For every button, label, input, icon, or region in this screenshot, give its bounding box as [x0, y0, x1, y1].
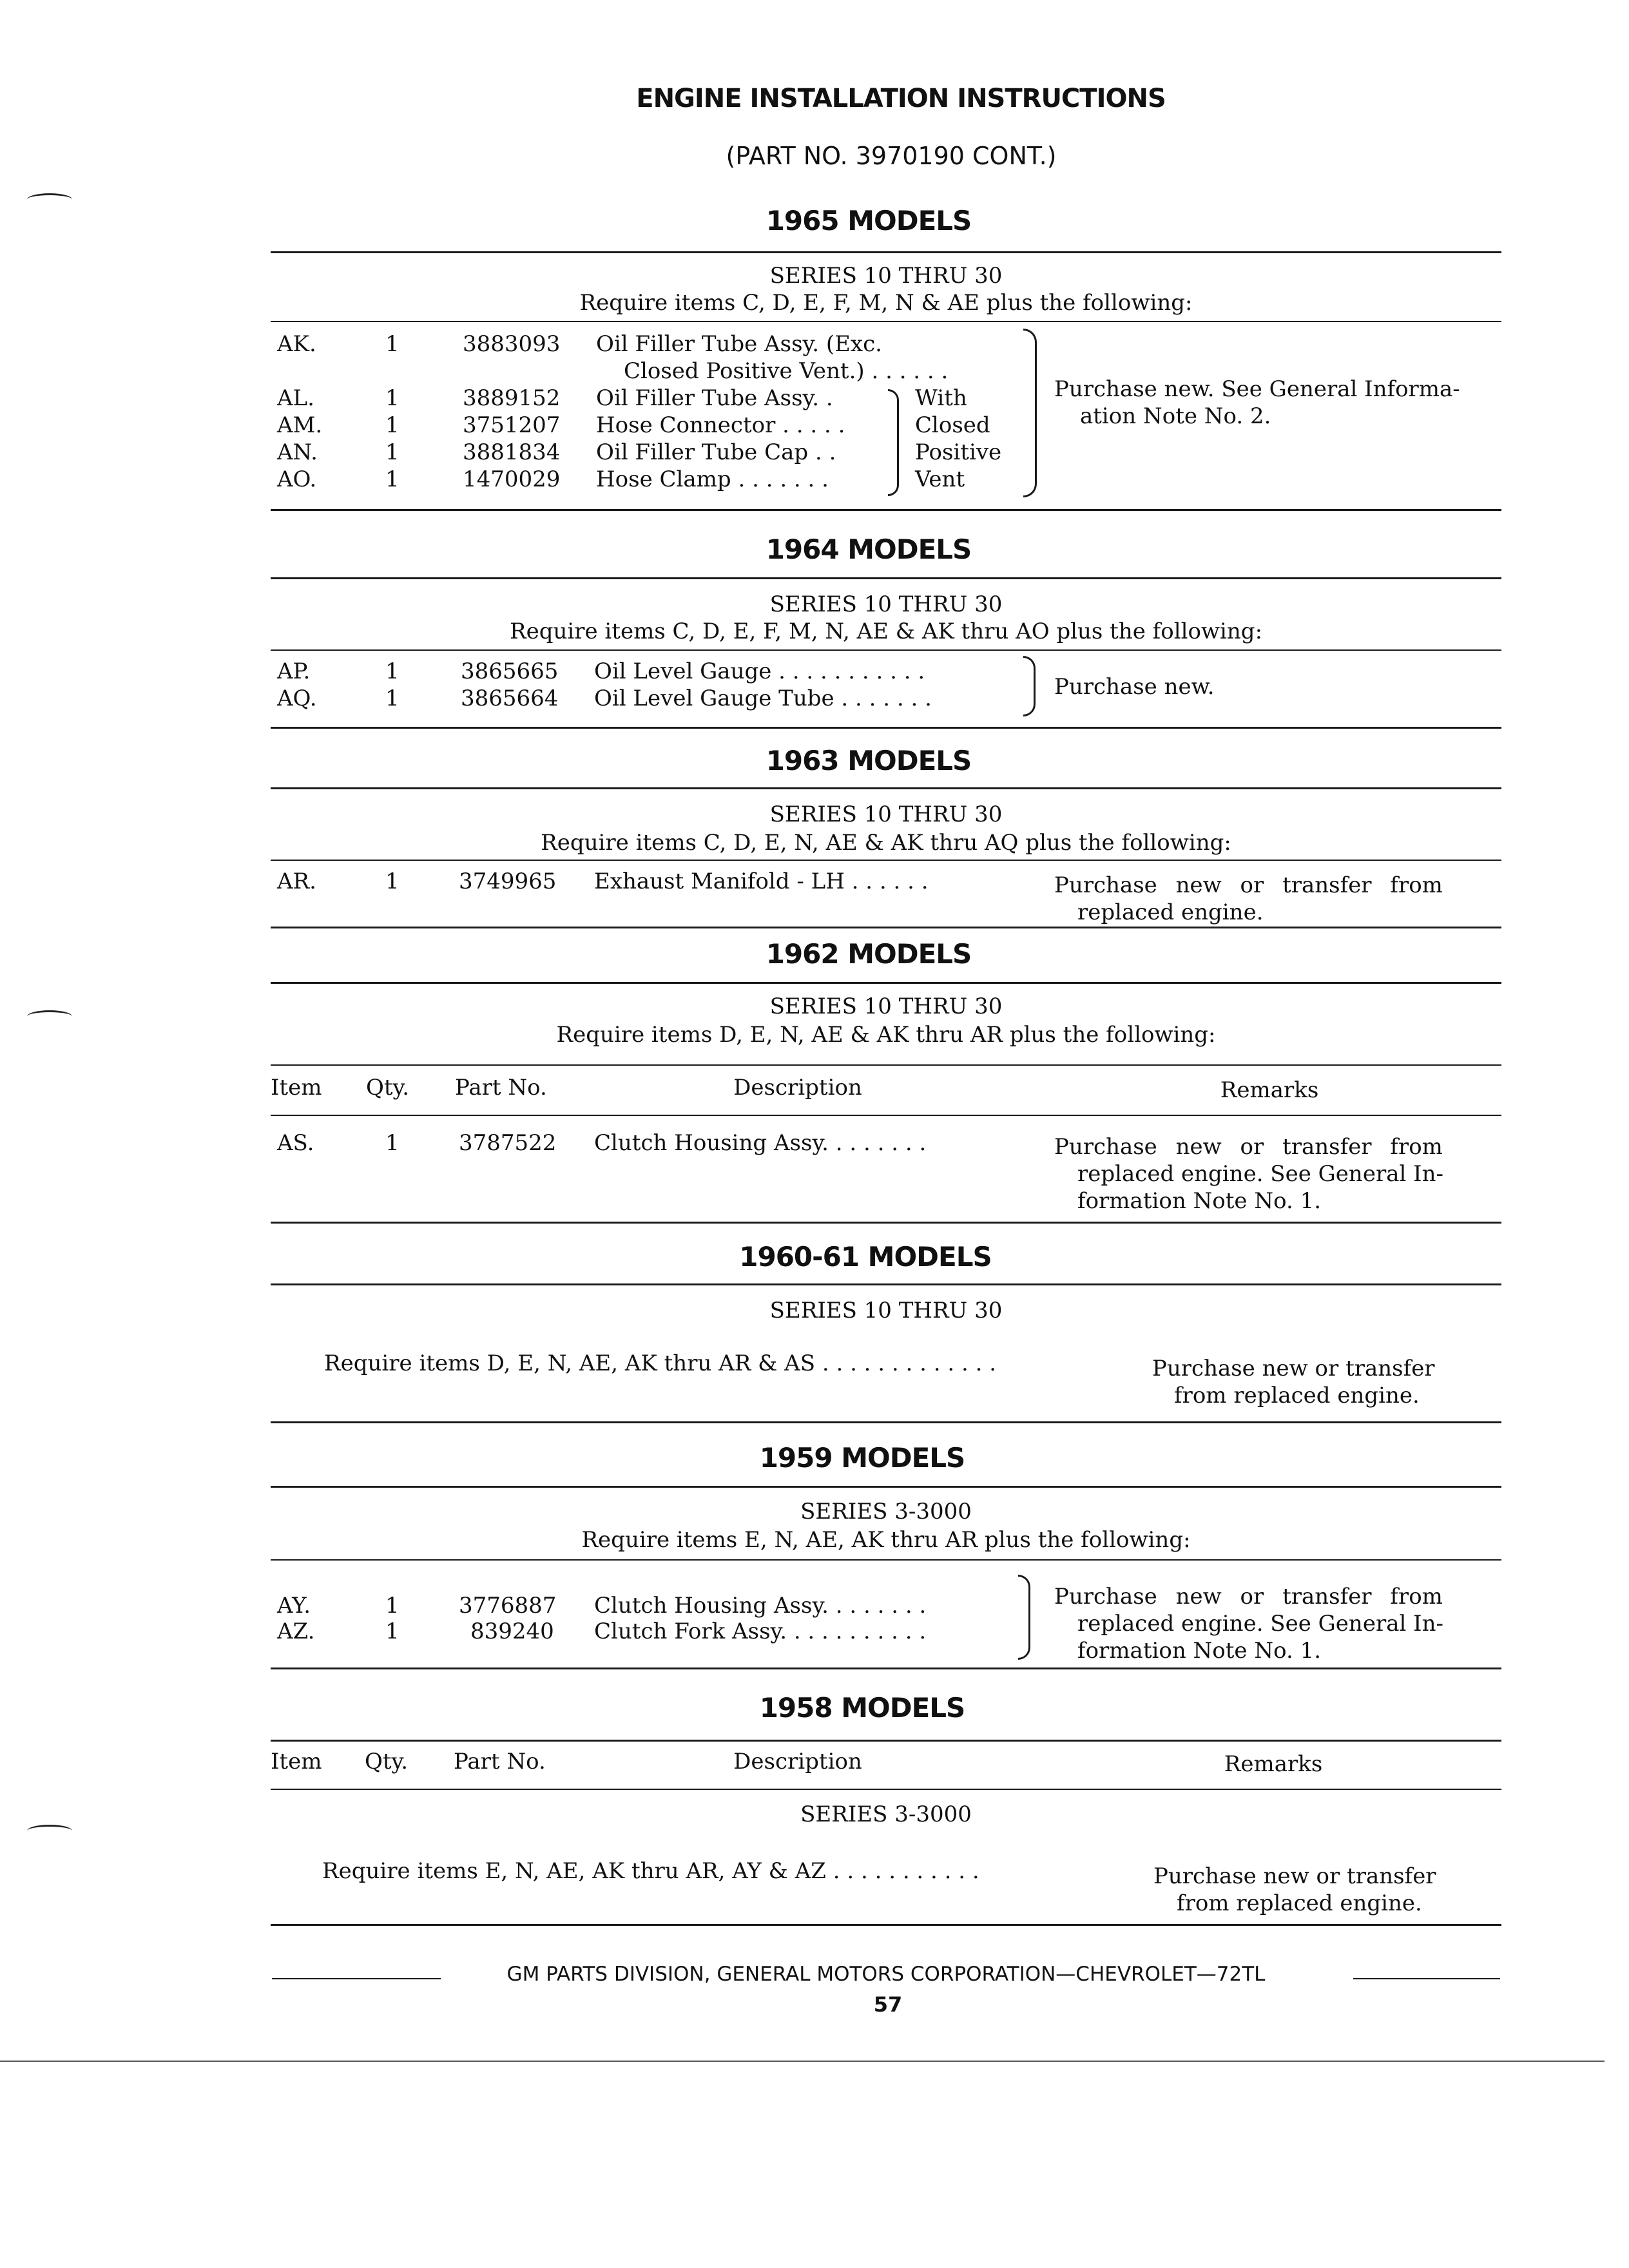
section-heading-1962: 1962 MODELS [766, 938, 972, 970]
quantity: 1 [385, 658, 400, 684]
divider [271, 1486, 1501, 1488]
series-label: SERIES 10 THRU 30 [769, 994, 1003, 1019]
require-line: Require items C, D, E, N, AE & AK thru AQ plus the following: [541, 830, 1231, 856]
item-code: AL. [277, 385, 314, 411]
series-label: SERIES 10 THRU 30 [769, 802, 1003, 827]
item-code: AM. [277, 412, 323, 438]
description: Clutch Housing Assy. . . . . . . . [594, 1130, 927, 1156]
description: Oil Filler Tube Assy. (Exc. [596, 331, 882, 357]
column-header-remarks: Remarks [1224, 1751, 1323, 1777]
divider [271, 649, 1501, 651]
description: Oil Filler Tube Assy. . [596, 385, 833, 411]
section-heading-1958: 1958 MODELS [759, 1692, 965, 1724]
section-heading-1965: 1965 MODELS [766, 205, 972, 236]
item-code: AY. [277, 1593, 311, 1619]
quantity: 1 [385, 1130, 400, 1156]
require-line: Require items E, N, AE, AK thru AR, AY & AZ . . . . . . . . . . . [322, 1858, 979, 1884]
remarks: formation Note No. 1. [1077, 1638, 1322, 1664]
divider [271, 321, 1501, 322]
column-header-qty: Qty. [365, 1749, 409, 1774]
binder-mark [27, 1010, 72, 1023]
section-heading-1960-61: 1960-61 MODELS [739, 1241, 992, 1273]
part-number: 839240 [470, 1619, 554, 1644]
require-line: Require items D, E, N, AE, AK thru AR & AS . . . . . . . . . . . . . [324, 1350, 997, 1376]
quantity: 1 [385, 385, 400, 411]
quantity: 1 [385, 1593, 400, 1619]
part-number: 3776887 [459, 1593, 557, 1619]
divider [271, 1421, 1501, 1423]
divider [271, 251, 1501, 253]
column-header-remarks: Remarks [1220, 1077, 1319, 1103]
description: Closed Positive Vent.) . . . . . . [624, 358, 949, 384]
footer-rule-left [272, 1978, 441, 1979]
group-label: Vent [915, 466, 965, 492]
quantity: 1 [385, 331, 400, 357]
divider [271, 787, 1501, 789]
page-number: 57 [873, 1992, 903, 2017]
quantity: 1 [385, 466, 400, 492]
part-number: 3881834 [463, 439, 561, 465]
description: Oil Level Gauge Tube . . . . . . . [594, 686, 932, 711]
part-number: 3751207 [463, 412, 561, 438]
item-code: AP. [277, 658, 311, 684]
divider [271, 1222, 1501, 1224]
section-heading-1964: 1964 MODELS [766, 533, 972, 565]
part-number: 3865665 [461, 658, 559, 684]
quantity: 1 [385, 412, 400, 438]
remarks: Purchase new or transfer from [1054, 1584, 1443, 1610]
binder-mark [27, 1825, 72, 1837]
bracket [888, 389, 899, 496]
footer-publisher: GM PARTS DIVISION, GENERAL MOTORS CORPORATION—CHEVROLET—72TL [506, 1963, 1266, 1986]
item-code: AS. [277, 1130, 314, 1156]
divider [271, 1740, 1501, 1742]
part-number: 3865664 [461, 686, 559, 711]
remarks: replaced engine. See General In- [1077, 1611, 1443, 1637]
remarks: Purchase new or transfer [1152, 1356, 1435, 1381]
column-header-item: Item [271, 1749, 322, 1774]
bracket [1023, 329, 1037, 497]
remarks: Purchase new or transfer from [1054, 872, 1443, 898]
quantity: 1 [385, 869, 400, 894]
remarks: Purchase new. See General Informa- [1054, 376, 1460, 402]
quantity: 1 [385, 686, 400, 711]
group-label: Closed [915, 412, 990, 438]
quantity: 1 [385, 1619, 400, 1644]
description: Oil Filler Tube Cap . . [596, 439, 836, 465]
remarks: Purchase new. [1054, 674, 1215, 700]
part-number: 3749965 [459, 869, 557, 894]
item-code: AN. [277, 439, 318, 465]
require-line: Require items C, D, E, F, M, N & AE plus the following: [579, 290, 1193, 316]
remarks: replaced engine. [1077, 899, 1264, 925]
column-header-description: Description [733, 1075, 862, 1100]
remarks: from replaced engine. [1177, 1890, 1422, 1916]
section-heading-1959: 1959 MODELS [759, 1442, 965, 1474]
divider [271, 1789, 1501, 1790]
quantity: 1 [385, 439, 400, 465]
description: Hose Clamp . . . . . . . [596, 466, 829, 492]
item-code: AZ. [277, 1619, 315, 1644]
series-label: SERIES 10 THRU 30 [769, 1298, 1003, 1323]
column-header-part: Part No. [455, 1075, 547, 1100]
require-line: Require items C, D, E, F, M, N, AE & AK thru AO plus the following: [509, 619, 1263, 644]
description: Hose Connector . . . . . [596, 412, 845, 438]
page-subtitle: (PART NO. 3970190 CONT.) [726, 142, 1057, 170]
group-label: Positive [915, 439, 1002, 465]
remarks: replaced engine. See General In- [1077, 1161, 1443, 1187]
divider [271, 860, 1501, 861]
part-number: 3883093 [463, 331, 561, 357]
divider [271, 1283, 1501, 1285]
item-code: AK. [277, 331, 316, 357]
footer-rule-right [1353, 1978, 1500, 1979]
series-label: SERIES 3-3000 [800, 1802, 972, 1827]
description: Clutch Housing Assy. . . . . . . . [594, 1593, 927, 1619]
group-label: With [915, 385, 967, 411]
bracket [1023, 656, 1036, 716]
divider [271, 1115, 1501, 1116]
series-label: SERIES 10 THRU 30 [769, 591, 1003, 617]
series-label: SERIES 10 THRU 30 [769, 263, 1003, 289]
part-number: 3889152 [463, 385, 561, 411]
divider [271, 727, 1501, 729]
remarks: Purchase new or transfer [1153, 1863, 1436, 1889]
divider [271, 1064, 1501, 1066]
description: Exhaust Manifold - LH . . . . . . [594, 869, 929, 894]
divider [271, 1559, 1501, 1561]
page-bottom-edge [0, 2061, 1605, 2062]
item-code: AQ. [277, 686, 317, 711]
item-code: AO. [277, 466, 317, 492]
part-number: 3787522 [459, 1130, 557, 1156]
description: Oil Level Gauge . . . . . . . . . . . [594, 658, 925, 684]
divider [271, 577, 1501, 579]
divider [271, 1924, 1501, 1926]
column-header-item: Item [271, 1075, 322, 1100]
divider [271, 982, 1501, 984]
require-line: Require items E, N, AE, AK thru AR plus the following: [581, 1527, 1191, 1553]
remarks: ation Note No. 2. [1080, 403, 1271, 429]
binder-mark [27, 193, 72, 206]
bracket [1018, 1575, 1030, 1660]
remarks: Purchase new or transfer from [1054, 1134, 1443, 1160]
column-header-part: Part No. [454, 1749, 546, 1774]
column-header-qty: Qty. [366, 1075, 410, 1100]
section-heading-1963: 1963 MODELS [766, 745, 972, 776]
page-title: ENGINE INSTALLATION INSTRUCTIONS [636, 84, 1166, 113]
remarks: formation Note No. 1. [1077, 1188, 1322, 1214]
description: Clutch Fork Assy. . . . . . . . . . . [594, 1619, 927, 1644]
divider [271, 927, 1501, 928]
part-number: 1470029 [463, 466, 561, 492]
remarks: from replaced engine. [1174, 1383, 1420, 1408]
item-code: AR. [277, 869, 316, 894]
require-line: Require items D, E, N, AE & AK thru AR plus the following: [556, 1022, 1216, 1048]
column-header-description: Description [733, 1749, 862, 1774]
divider [271, 509, 1501, 511]
series-label: SERIES 3-3000 [800, 1499, 972, 1524]
divider [271, 1667, 1501, 1669]
